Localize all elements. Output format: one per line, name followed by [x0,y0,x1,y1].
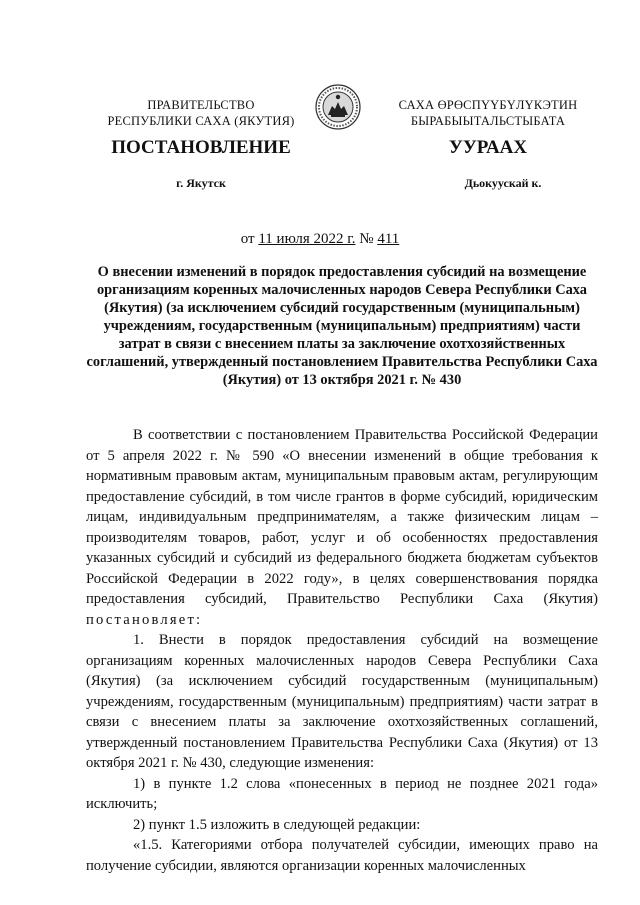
city-russian: г. Якутск [176,176,226,190]
date-prefix: от [240,231,259,247]
government-name-line2: РЕСПУБЛИКИ САХА (ЯКУТИЯ) [107,114,295,128]
date-number-line [0,231,640,248]
document-number: 411 [377,231,400,247]
government-name-yakut-line1: САХА ӨРӨСПҮҮБҮЛҮКЭТИН [398,98,578,112]
document-body [86,425,598,876]
document-heading: О внесении изменений в порядок предоставления субсидий на возмещение организациям коренных малочисленных народов Севера Республики Саха (Якутия) (за исключением субсидий государственным (муниципальным) учреждениям, государственным (муниципальным) предприятиям) части затрат в связи с внесением платы за заключение охотхозяйственных соглашений, утвержденный постановлением Правительства Республики Саха (Якутия) от 13 октября 2021 г. № 430 [86,264,598,388]
preamble-text: В соответствии с постановлением Правительства Российской Федерации от 5 апреля 2022 г. № 590 «О внесении изменений в общие требования к нормативным правовым актам, муниципальным правовым актам, регулирующим предоставление субсидий, в том числе грантов в форме субсидий, юридическим лицам, индивидуальным предпринимателям, а также физическим лицам – производителям товаров, работ, услуг и об особенностях предоставления указанных субсидий и субсидий из федерального бюджета бюджетам субъектов Российской Федерации в 2022 году», в целях совершенствования порядка предоставления субсидий, Правительство Республики Саха (Якутия) [86,427,598,607]
paragraph-quote-1-5: «1.5. Категориями отбора получателей субсидии, имеющих право на получение субсидии, являются организации коренных малочисленных [86,837,598,874]
government-name-line1: ПРАВИТЕЛЬСТВО [147,98,255,112]
government-name-russian [86,97,316,129]
coat-of-arms-icon [315,84,361,130]
document-type-yakut: УУРААХ [448,137,528,158]
government-name-yakut [368,97,608,129]
paragraph-subitem-1: 1) в пункте 1.2 слова «понесенных в период не позднее 2021 года» исключить; [86,775,598,812]
resolves-word: постановляет: [86,611,203,628]
number-prefix: № [355,231,378,247]
paragraph-subitem-2: 2) пункт 1.5 изложить в следующей редакции: [133,816,421,833]
document-type-russian: ПОСТАНОВЛЕНИЕ [111,137,291,158]
document-date: 11 июля 2022 г. [258,231,356,247]
paragraph-item-1: 1. Внести в порядок предоставления субсидий на возмещение организациям коренных малочисленных народов Севера Республики Саха (Якутия) (за исключением субсидий государственным (муниципальным) учреждениям, государственным (муниципальным) предприятиям) части затрат в связи с внесением платы за заключение охотхозяйственных соглашений, утвержденный постановлением Правительства Республики Саха (Якутия) от 13 октября 2021 г. № 430, следующие изменения: [86,632,598,771]
city-yakut: Дьокуускай к. [464,176,542,190]
paragraph-preamble [86,425,598,630]
government-name-yakut-line2: БЫРАБЫЫТАЛЬСТЫБАТА [410,114,566,128]
